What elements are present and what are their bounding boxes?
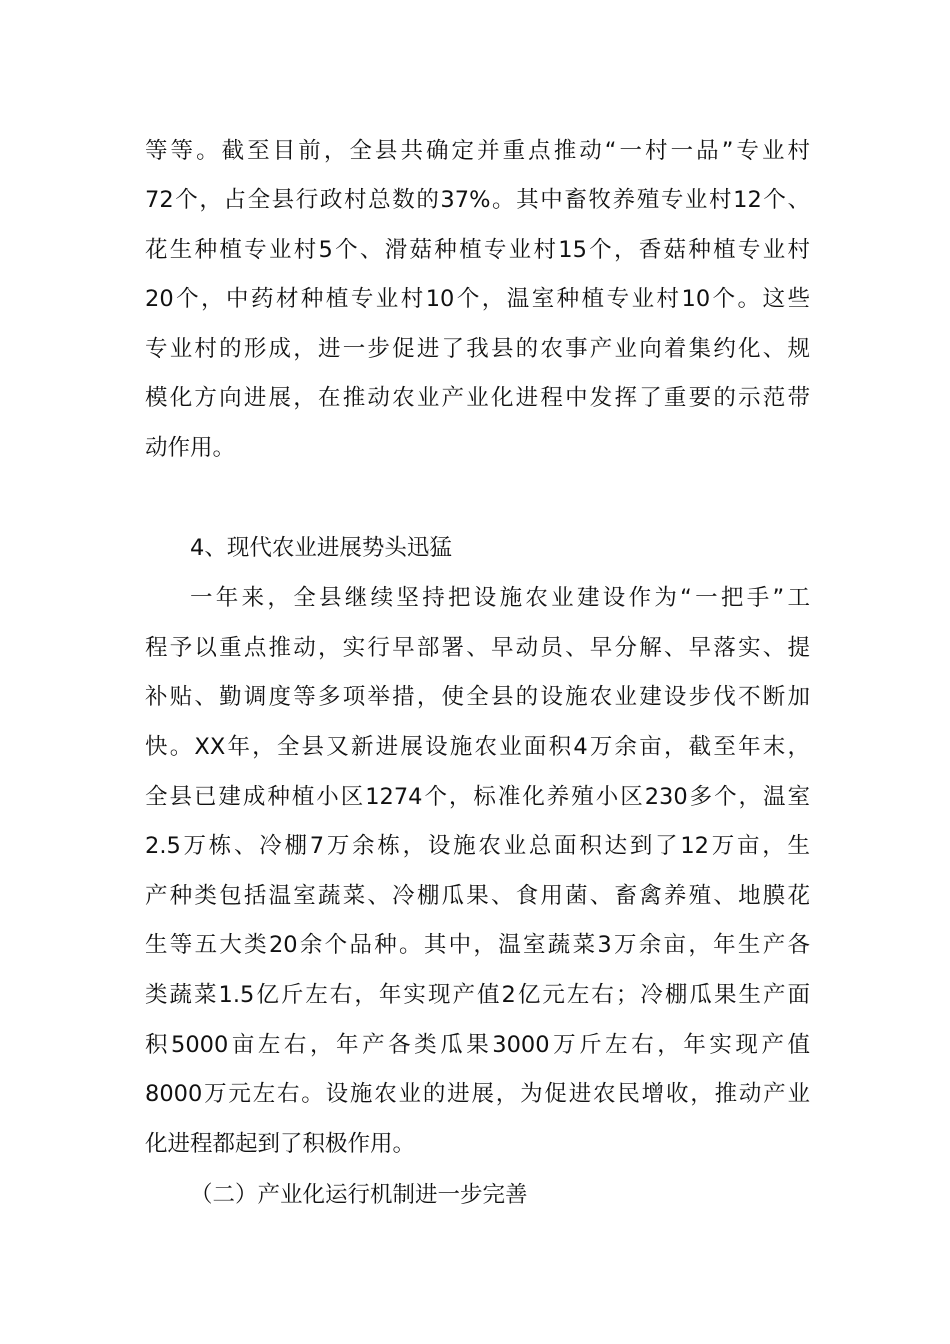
- paragraph-line: 2.5万栋、冷棚7万余栋，设施农业总面积达到了12万亩，生: [145, 833, 810, 859]
- paragraph-line: 产种类包括温室蔬菜、冷棚瓜果、食用菌、畜禽养殖、地膜花: [145, 883, 810, 909]
- paragraph-line: 程予以重点推动，实行早部署、早动员、早分解、早落实、提: [145, 635, 810, 661]
- paragraph-line: 等等。截至目前，全县共确定并重点推动“一村一品”专业村: [145, 138, 810, 164]
- paragraph-line: 8000万元左右。设施农业的进展，为促进农民增收，推动产业: [145, 1081, 810, 1107]
- paragraph-line: 20个，中药材种植专业村10个，温室种植专业村10个。这些: [145, 286, 810, 312]
- paragraph-line: 化进程都起到了积极作用。: [145, 1131, 416, 1157]
- paragraph-line: 模化方向进展，在推动农业产业化进程中发挥了重要的示范带: [145, 385, 810, 411]
- section-heading: （二）产业化运行机制进一步完善: [190, 1182, 528, 1208]
- paragraph-line: 快。XX年，全县又新进展设施农业面积4万余亩，截至年末，: [145, 734, 810, 760]
- paragraph-line: 动作用。: [145, 435, 236, 461]
- paragraph-line: 花生种植专业村5个、滑菇种植专业村15个，香菇种植专业村: [145, 237, 810, 263]
- paragraph-line: 补贴、勤调度等多项举措，使全县的设施农业建设步伐不断加: [145, 684, 810, 710]
- paragraph-line: 专业村的形成，进一步促进了我县的农事产业向着集约化、规: [145, 336, 810, 362]
- paragraph-line: 生等五大类20余个品种。其中，温室蔬菜3万余亩，年生产各: [145, 932, 810, 958]
- paragraph-line: 72个，占全县行政村总数的37%。其中畜牧养殖专业村12个、: [145, 187, 810, 213]
- section-heading: 4、现代农业进展势头迅猛: [190, 535, 452, 561]
- paragraph-line: 积5000亩左右，年产各类瓜果3000万斤左右，年实现产值: [145, 1032, 810, 1058]
- paragraph-line: 全县已建成种植小区1274个，标准化养殖小区230多个，温室: [145, 784, 810, 810]
- paragraph-line: 一年来，全县继续坚持把设施农业建设作为“一把手”工: [190, 585, 810, 611]
- paragraph-line: 类蔬菜1.5亿斤左右，年实现产值2亿元左右；冷棚瓜果生产面: [145, 982, 810, 1008]
